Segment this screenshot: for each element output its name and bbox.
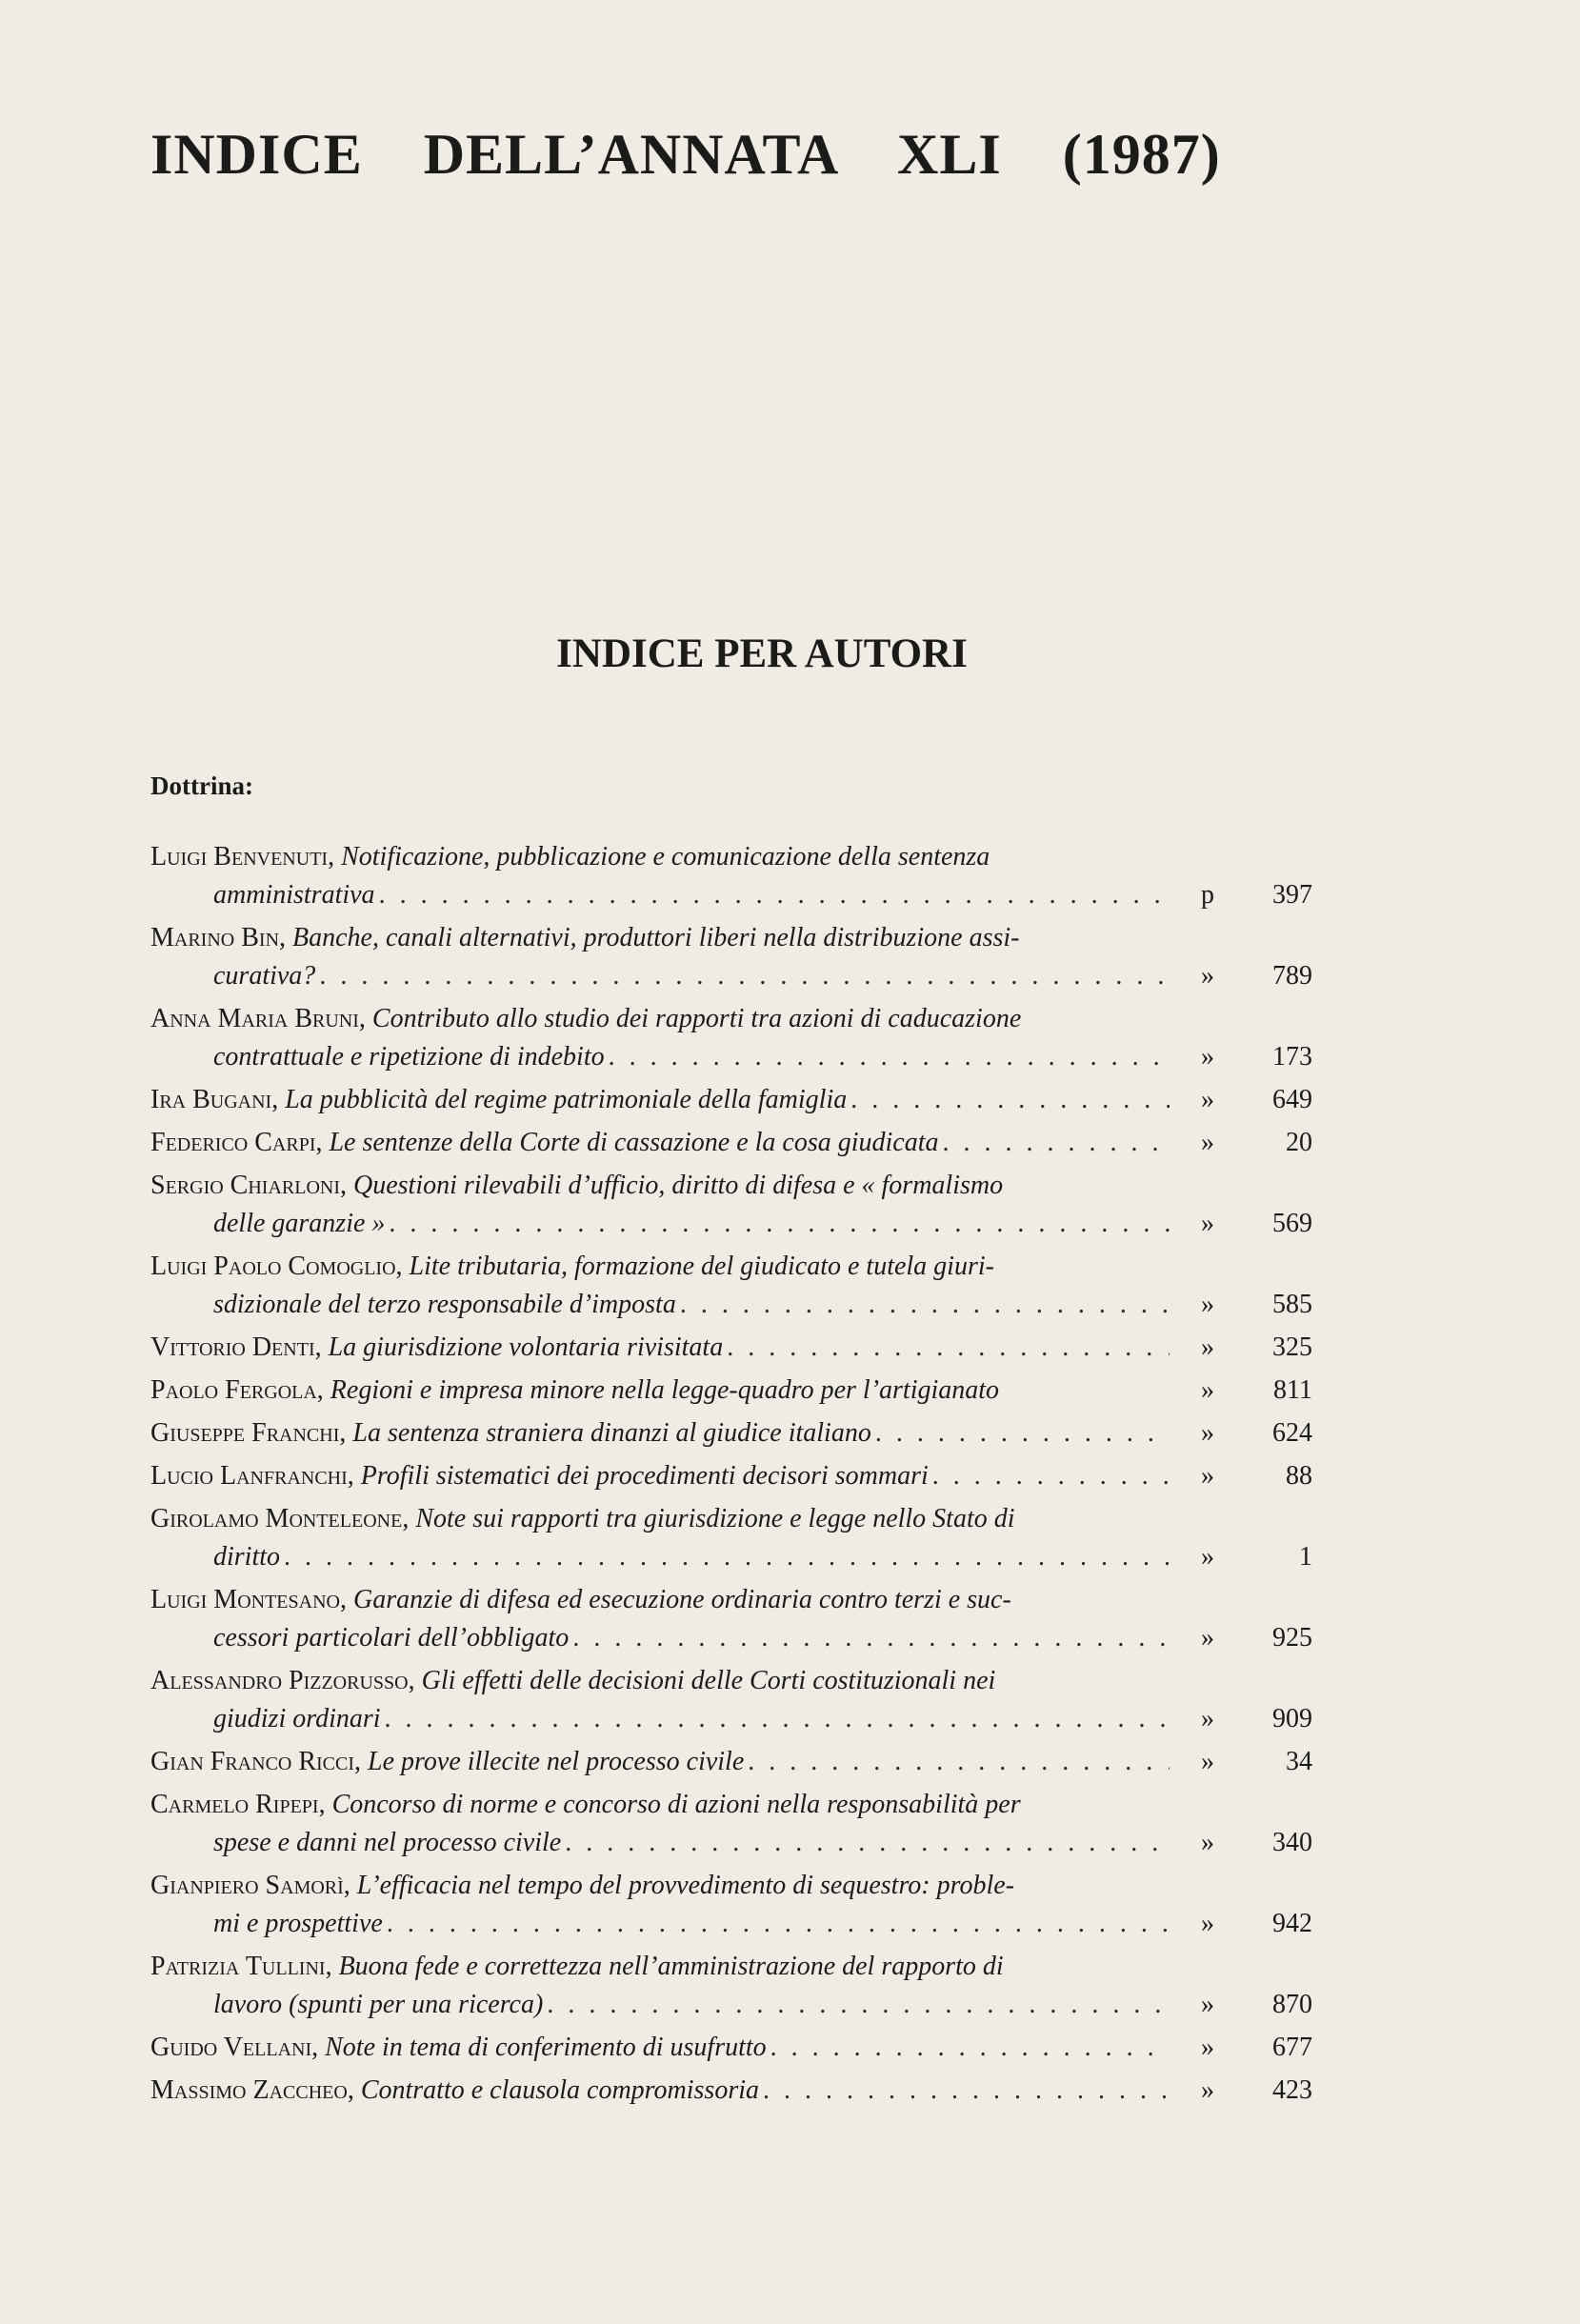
entry-title: Profili sistematici dei procedimenti decisori sommari [360, 1461, 929, 1491]
dot-leader [389, 1205, 1170, 1243]
entry-title: Note in tema di conferimento di usufrutto [325, 2033, 767, 2062]
index-entry: Girolamo Monteleone, Note sui rapporti tra giurisdizione e legge nello Stato di diritto . . . » 1 [150, 1500, 1312, 1576]
page-number: 909 [1272, 1704, 1312, 1733]
entry-title: L’efficacia nel tempo del provvedimento di sequestro: proble- [356, 1871, 1015, 1900]
dot-leader [572, 1619, 1170, 1657]
dot-leader [565, 1824, 1170, 1862]
page-marker: » [1201, 1542, 1214, 1572]
entry-author: Massimo Zaccheo [150, 2075, 348, 2105]
index-entry: Guido Vellani , Note in tema di conferimento di usufrutto . . . » 677 [150, 2029, 1312, 2067]
page-title: INDICE DELL’ANNATA XLI (1987) [150, 123, 1221, 186]
page-number: 569 [1272, 1209, 1312, 1238]
entry-title: Regioni e impresa minore nella legge-quadro per l’artigianato [330, 1375, 1000, 1405]
entry-author: Patrizia Tullini [150, 1952, 326, 1981]
entry-title: Garanzie di difesa ed esecuzione ordinaria contro terzi e suc- [352, 1585, 1011, 1614]
entry-title-continued: lavoro (spunti per una ricerca) [213, 1990, 544, 2019]
dot-leader [943, 1124, 1170, 1162]
page-marker: » [1201, 1085, 1214, 1114]
entry-author: Federico Carpi [150, 1128, 316, 1157]
entry-author: Ira Bugani [150, 1085, 272, 1114]
entry-title: Notificazione, pubblicazione e comunicazione della sentenza [341, 842, 990, 872]
entry-title: Buona fede e correttezza nell’amministrazione del rapporto di [338, 1952, 1004, 1981]
entry-title: Banche, canali alternativi, produttori liberi nella distribuzione assi- [292, 923, 1020, 952]
page-number: 34 [1286, 1747, 1312, 1776]
index-entry: Luigi Paolo Comoglio, Lite tributaria, formazione del giudicato e tutela giuri- sdizionale del terzo responsabile d’imposta . . . » 585 [150, 1248, 1312, 1324]
entry-author: Luigi Montesano [150, 1585, 340, 1614]
page-marker: » [1201, 961, 1214, 991]
author-index-list [150, 838, 1312, 2114]
page-number: 173 [1272, 1042, 1312, 1072]
entry-title-continued: giudizi ordinari [213, 1704, 381, 1733]
dot-leader [932, 1457, 1170, 1495]
page-number: 20 [1286, 1128, 1312, 1157]
index-entry: Gianpiero Samorì, L’efficacia nel tempo del provvedimento di sequestro: proble- mi e prospettive . . . » 942 [150, 1867, 1312, 1943]
index-entry: Luigi Montesano, Garanzie di difesa ed esecuzione ordinaria contro terzi e suc- cessori particolari dell’obbligato . . . » 925 [150, 1581, 1312, 1657]
page-marker: » [1201, 1909, 1214, 1938]
entry-author: Guido Vellani [150, 2033, 312, 2062]
dot-leader [875, 1414, 1170, 1452]
page-number: 925 [1272, 1623, 1312, 1653]
page-number: 88 [1286, 1461, 1312, 1491]
index-entry: Patrizia Tullini, Buona fede e correttezza nell’amministrazione del rapporto di lavoro (spunti per una ricerca) . . . » 870 [150, 1948, 1312, 2024]
index-entry: Luigi Benvenuti, Notificazione, pubblicazione e comunicazione della sentenza amministrativa . . . p 397 [150, 838, 1312, 914]
entry-title-continued: curativa? [213, 961, 316, 991]
dot-leader [609, 1038, 1170, 1076]
entry-title: La pubblicità del regime patrimoniale della famiglia [285, 1085, 848, 1114]
page-marker: » [1201, 1747, 1214, 1776]
entry-title: La giurisdizione volontaria rivisitata [328, 1332, 724, 1362]
entry-title: La sentenza straniera dinanzi al giudice italiano [352, 1418, 871, 1448]
entry-author: Vittorio Denti [150, 1332, 315, 1362]
page-marker: » [1201, 1375, 1214, 1405]
dot-leader [385, 1700, 1170, 1738]
entry-title: Questioni rilevabili d’ufficio, diritto di difesa e « formalismo [353, 1171, 1004, 1200]
page-number: 870 [1272, 1990, 1312, 2019]
page-marker: » [1201, 1128, 1214, 1157]
entry-title: Contratto e clausola compromissoria [360, 2075, 760, 2105]
section-subheading: Dottrina: [150, 771, 253, 800]
entry-author: Sergio Chiarloni [150, 1171, 341, 1200]
index-entry: Federico Carpi , Le sentenze della Corte di cassazione e la cosa giudicata . . . » 20 [150, 1124, 1312, 1162]
dot-leader [748, 1743, 1170, 1781]
index-entry: Alessandro Pizzorusso, Gli effetti delle decisioni delle Corti costituzionali nei giudizi ordinari . . . » 909 [150, 1662, 1312, 1738]
page-marker: » [1201, 1828, 1214, 1857]
page-number: 624 [1272, 1418, 1312, 1448]
entry-title-continued: diritto [213, 1542, 281, 1572]
entry-title-continued: delle garanzie » [213, 1209, 386, 1238]
dot-leader [547, 1986, 1170, 2024]
page-marker: » [1201, 1990, 1214, 2019]
entry-author: Carmelo Ripepi [150, 1790, 319, 1819]
page-marker: » [1201, 1461, 1214, 1491]
entry-author: Lucio Lanfranchi [150, 1461, 348, 1491]
entry-title-continued: spese e danni nel processo civile [213, 1828, 562, 1857]
page-marker: » [1201, 1209, 1214, 1238]
entry-author: Girolamo Monteleone [150, 1504, 403, 1533]
entry-title: Lite tributaria, formazione del giudicato e tutela giuri- [409, 1252, 994, 1281]
entry-author: Paolo Fergola [150, 1375, 317, 1405]
dot-leader [319, 957, 1170, 995]
dot-leader [763, 2072, 1170, 2110]
index-entry: Paolo Fergola , Regioni e impresa minore nella legge-quadro per l’artigianato » 811 [150, 1372, 1312, 1410]
index-entry: Massimo Zaccheo , Contratto e clausola compromissoria . . . » 423 [150, 2072, 1312, 2110]
entry-title-continued: sdizionale del terzo responsabile d’imposta [213, 1290, 676, 1319]
page-marker: » [1201, 1623, 1214, 1653]
index-entry: Lucio Lanfranchi , Profili sistematici dei procedimenti decisori sommari . . . » 88 [150, 1457, 1312, 1495]
dot-leader [680, 1286, 1170, 1324]
entry-title: Gli effetti delle decisioni delle Corti costituzionali nei [421, 1666, 996, 1695]
entry-title-continued: amministrativa [213, 880, 375, 910]
entry-author: Anna Maria Bruni [150, 1004, 359, 1033]
dot-leader [727, 1329, 1170, 1367]
entry-title-continued: cessori particolari dell’obbligato [213, 1623, 570, 1653]
entry-author: Gianpiero Samorì [150, 1871, 344, 1900]
entry-title: Note sui rapporti tra giurisdizione e legge nello Stato di [415, 1504, 1015, 1533]
page-number: 649 [1272, 1085, 1312, 1114]
page-number: 942 [1272, 1909, 1312, 1938]
entry-title: Le prove illecite nel processo civile [368, 1747, 745, 1776]
page-marker: » [1201, 2033, 1214, 2062]
page-marker: » [1201, 1332, 1214, 1362]
dot-leader [387, 1905, 1170, 1943]
dot-leader [770, 2029, 1170, 2067]
entry-author: Giuseppe Franchi [150, 1418, 340, 1448]
page-marker: » [1201, 1042, 1214, 1072]
section-title: INDICE PER AUTORI [556, 631, 968, 676]
page-number: 423 [1272, 2075, 1312, 2105]
entry-author: Marino Bin [150, 923, 280, 952]
page-number: 1 [1299, 1542, 1312, 1572]
dot-leader [284, 1538, 1170, 1576]
index-entry: Carmelo Ripepi, Concorso di norme e concorso di azioni nella responsabilità per spese e danni nel processo civile . . . » 340 [150, 1786, 1312, 1862]
page-number: 397 [1272, 880, 1312, 910]
entry-title: Le sentenze della Corte di cassazione e la cosa giudicata [329, 1128, 939, 1157]
index-entry: Giuseppe Franchi , La sentenza straniera dinanzi al giudice italiano . . . » 624 [150, 1414, 1312, 1452]
entry-author: Gian Franco Ricci [150, 1747, 355, 1776]
page-number: 325 [1272, 1332, 1312, 1362]
index-entry: Sergio Chiarloni, Questioni rilevabili d’ufficio, diritto di difesa e « formalismo delle garanzie » . . . » 569 [150, 1167, 1312, 1243]
dot-leader [379, 876, 1170, 914]
entry-title-continued: mi e prospettive [213, 1909, 383, 1938]
entry-author: Alessandro Pizzorusso [150, 1666, 409, 1695]
entry-author: Luigi Benvenuti [150, 842, 329, 872]
page-number: 811 [1273, 1375, 1312, 1405]
entry-title: Concorso di norme e concorso di azioni nella responsabilità per [331, 1790, 1021, 1819]
index-entry: Vittorio Denti , La giurisdizione volontaria rivisitata . . . » 325 [150, 1329, 1312, 1367]
entry-author: Luigi Paolo Comoglio [150, 1252, 396, 1281]
dot-leader [850, 1081, 1170, 1119]
page-marker: p [1201, 880, 1214, 910]
entry-title: Contributo allo studio dei rapporti tra azioni di caducazione [371, 1004, 1022, 1033]
index-entry: Anna Maria Bruni, Contributo allo studio dei rapporti tra azioni di caducazione contrattuale e ripetizione di indebito . . . » 173 [150, 1000, 1312, 1076]
index-entry: Marino Bin, Banche, canali alternativi, produttori liberi nella distribuzione assi- curativa? . . . » 789 [150, 919, 1312, 995]
entry-title-continued: contrattuale e ripetizione di indebito [213, 1042, 605, 1072]
page-number: 677 [1272, 2033, 1312, 2062]
page-marker: » [1201, 1418, 1214, 1448]
page-number: 789 [1272, 961, 1312, 991]
page-marker: » [1201, 1704, 1214, 1733]
page-number: 340 [1272, 1828, 1312, 1857]
page-marker: » [1201, 2075, 1214, 2105]
page-number: 585 [1272, 1290, 1312, 1319]
index-entry: Gian Franco Ricci , Le prove illecite nel processo civile . . . » 34 [150, 1743, 1312, 1781]
index-entry: Ira Bugani , La pubblicità del regime patrimoniale della famiglia . . . » 649 [150, 1081, 1312, 1119]
page-marker: » [1201, 1290, 1214, 1319]
